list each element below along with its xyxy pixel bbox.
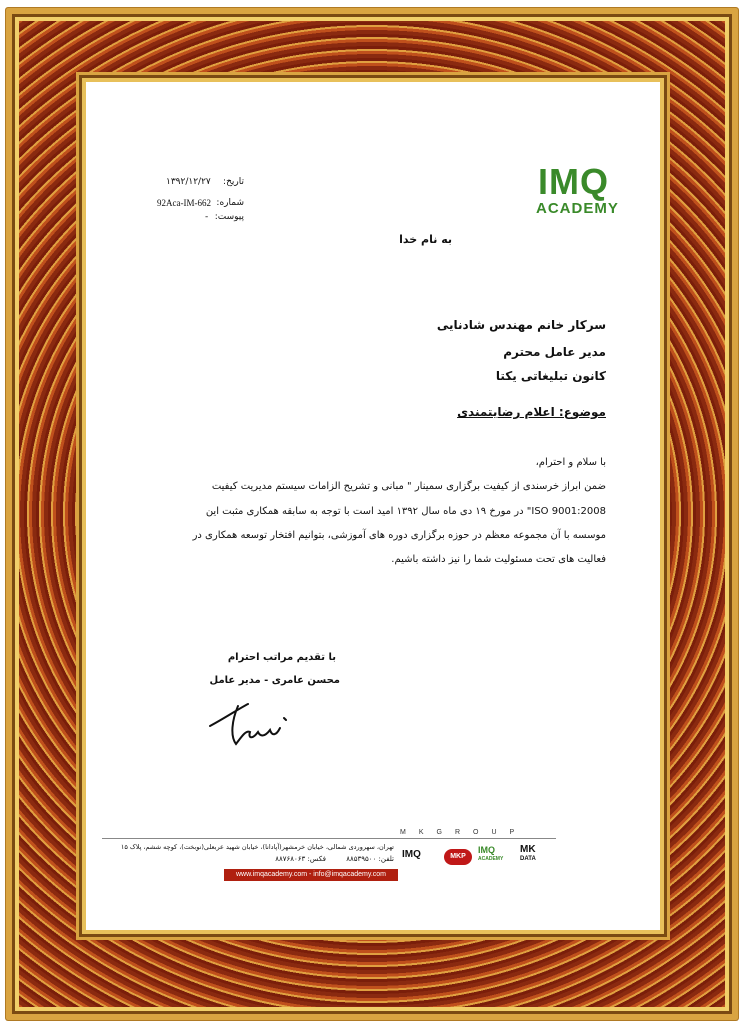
footer-fax: فکس: ۸۸۷۶۸۰۶۳ — [275, 855, 326, 863]
body-line-3: موسسه با آن مجموعه معظم در حوزه برگزاری دوره های آموزشی، بتوانیم افتخار توسعه همکاری در — [192, 530, 606, 541]
mkp-brand-logo: MKP — [444, 849, 472, 865]
number-label: شماره: — [216, 198, 244, 208]
attachment-label: پیوست: — [214, 212, 244, 222]
footer-phone: تلفن: ۸۸۵۳۹۵۰۰ — [346, 855, 394, 863]
basmala: به نام خدا — [399, 233, 452, 246]
attachment-value: - — [205, 212, 209, 222]
recipient-title: مدیر عامل محترم — [503, 345, 606, 359]
imq-brand-logo: IMQ — [402, 849, 421, 860]
mk-data-brand-logo: MK — [520, 844, 536, 855]
signer: محسن عامری - مدیر عامل — [209, 675, 340, 686]
mk-data-brand-sub: DATA — [520, 856, 536, 862]
footer-address: تهران، سهروردی شمالی، خیابان خرمشهر(آپادانا)، خیابان شهید عربعلی(نوبخت)، کوچه ششم، پلاک ۱۵ — [120, 843, 394, 851]
closing: با تقدیم مراتب احترام — [227, 652, 336, 663]
date-label: تاریخ: — [223, 177, 244, 187]
date-value: ۱۳۹۲/۱۲/۲۷ — [166, 177, 211, 187]
number-value: 92Aca-IM-662 — [157, 198, 211, 208]
footer-web-bar: www.imqacademy.com - info@imqacademy.com — [224, 869, 398, 881]
imq-academy-brand-sub: ACADEMY — [478, 856, 504, 862]
greeting: با سلام و احترام، — [535, 457, 606, 468]
footer-divider — [102, 838, 556, 839]
imq-academy-brand-logo: IMQ — [478, 845, 495, 855]
mk-group-label: MKGROUP — [400, 829, 528, 836]
body-line-1: ضمن ابراز خرسندی از کیفیت برگزاری سمینار " مبانی و تشریح الزامات سیستم مدیریت کیفیت — [211, 481, 606, 492]
subject: موضوع: اعلام رضایتمندی — [457, 405, 606, 419]
recipient-name: سرکار خانم مهندس شادنایی — [436, 318, 606, 332]
academy-logo-text: ACADEMY — [536, 200, 619, 217]
signature — [200, 696, 300, 752]
recipient-organization: کانون تبلیغاتی یکتا — [495, 369, 606, 383]
imq-logo: IMQ — [538, 161, 609, 202]
body-line-4: فعالیت های تحت مسئولیت شما را نیز داشته باشیم. — [391, 554, 606, 565]
body-line-2: ISO 9001:2008" در مورخ ۱۹ دی ماه سال ۱۳۹۲ امید است با توجه به سابقه همکاری مثبت این — [205, 506, 606, 517]
